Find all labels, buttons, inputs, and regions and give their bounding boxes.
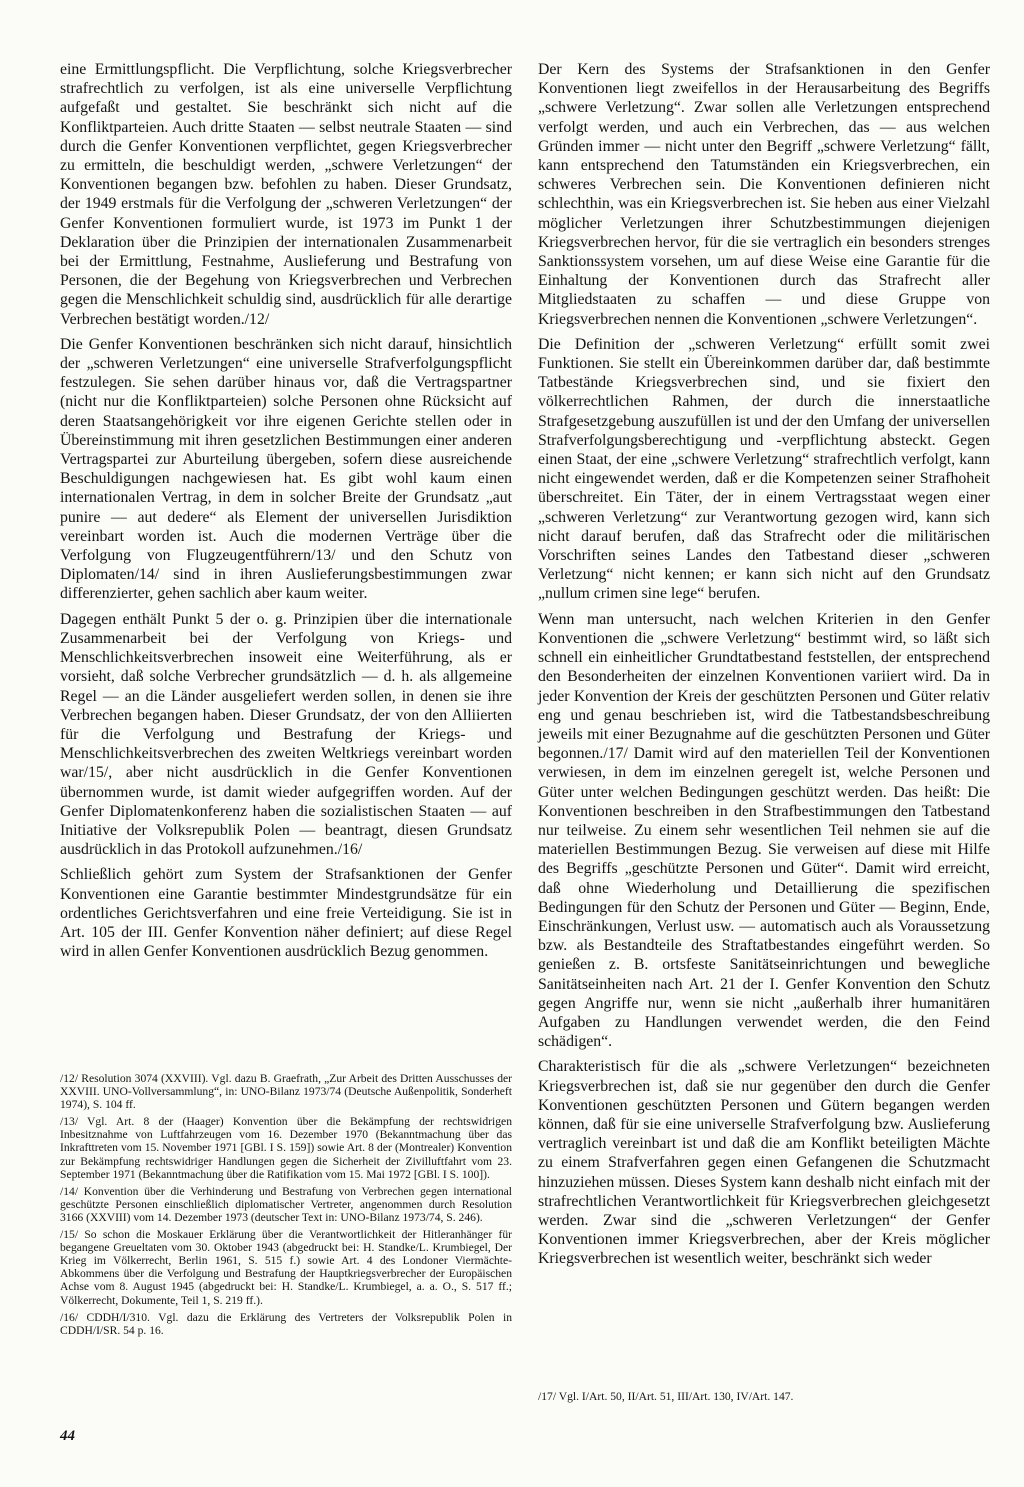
left-column: [60, 60, 512, 967]
right-column: [538, 60, 990, 1275]
paragraph: Schließlich gehört zum System der Strafsanktionen der Genfer Konventionen eine Garantie bestimmter Mindestgrundsätze für ein ordentliches Gerichtsverfahren und eine freie Verteidigung. Sie ist in Art. 105 der III. Genfer Konvention näher definiert; auf diese Regel wird in allen Genfer Konventionen ausdrücklich Bezug genommen.: [60, 866, 512, 961]
footnote: /16/ CDDH/I/310. Vgl. dazu die Erklärung des Vertreters der Volksrepublik Polen in CDDH/I/SR. 54 p. 16.: [60, 1310, 512, 1337]
paragraph: Charakteristisch für die als „schwere Verletzungen“ bezeichneten Kriegsverbrechen ist, daß sie nur gegenüber den durch die Genfer Konventionen geschützten Personen und Gütern begangen werden können, daß für sie eine universelle Strafverfolgung bzw. Auslieferung vertraglich vereinbart ist und daß die am Konflikt beteiligten Mächte zu einem Strafverfahren gegen einen Gefangenen die Schutzmacht hinzuziehen müssen. Dieses System kann deshalb nicht einfach mit der strafrechtlichen Verantwortlichkeit für Kriegsverbrechen gleichgesetzt werden. Zwar sind die „schweren Verletzungen“ der Genfer Konventionen immer Kriegsverbrechen, aber der Kreis möglicher Kriegsverbrechen ist wesentlich weiter, beschränkt sich weder: [538, 1058, 990, 1268]
footnotes: [60, 1072, 512, 1341]
page-number: 44: [60, 1428, 75, 1444]
footnote: /13/ Vgl. Art. 8 der (Haager) Konvention über die Bekämpfung der rechtswidrigen Inbesitznahme von Luftfahrzeugen vom 16. Dezember 1970 (Bekanntmachung über das Inkrafttreten vom 15. November 1971 [GBl. I S. 159]) sowie Art. 8 der (Montrealer) Konvention zur Bekämpfung rechtswidriger Handlungen gegen die Sicherheit der Zivilluftfahrt vom 23. September 1971 (Bekanntmachung über die Ratifikation vom 15. Mai 1972 [GBl. I S. 100]).: [60, 1115, 512, 1181]
footnote: /12/ Resolution 3074 (XXVIII). Vgl. dazu B. Graefrath, „Zur Arbeit des Dritten Ausschusses der XXVIII. UNO-Vollversammlung“, in: UNO-Bilanz 1973/74 (Deutsche Außenpolitik, Sonderheft 1974), S. 104 ff.: [60, 1072, 512, 1112]
paragraph: Die Definition der „schweren Verletzung“ erfüllt somit zwei Funktionen. Sie stellt ein Übereinkommen darüber dar, daß bestimmte Tatbestände Kriegsverbrechen sind, und sie fixiert den völkerrechtlichen Rahmen, der durch die innerstaatliche Strafgesetzgebung auszufüllen ist und der den Umfang der universellen Strafverfolgungsberechtigung und -verpflichtung absteckt. Gegen einen Staat, der eine „schwere Verletzung“ strafrechtlich verfolgt, kann nicht eingewendet werden, daß er die Kompetenzen seiner Strafhoheit überschreitet. Ein Täter, der in einem Vertragsstaat wegen einer „schweren Verletzung“ zur Verantwortung gezogen wird, kann sich nicht darauf berufen, daß das Strafrecht oder die militärischen Vorschriften seines Landes den Tatbestand dieser „schweren Verletzung“ nicht kennen; er kann sich nicht auf den Grundsatz „nullum crimen sine lege“ berufen.: [538, 335, 990, 603]
paragraph: Die Genfer Konventionen beschränken sich nicht darauf, hinsichtlich der „schweren Verletzungen“ eine universelle Strafverfolgungspflicht festzulegen. Sie sehen darüber hinaus vor, daß die Vertragspartner (nicht nur die Konfliktparteien) solche Personen ohne Rücksicht auf deren Staatsangehörigkeit vor ihre eigenen Gerichte stellen oder in Übereinstimmung mit ihren gesetzlichen Bestimmungen einer anderen Vertragspartei zur Aburteilung übergeben, sofern diese ausreichende Beschuldigungen nachgewiesen hat. Es gibt wohl kaum einen internationalen Vertrag, in dem in solcher Breite der Grundsatz „aut punire — aut dedere“ als Element der universellen Jurisdiktion vereinbart worden ist. Auch die modernen Verträge über die Verfolgung von Flugzeugentführern/13/ und den Schutz von Diplomaten/14/ sind in ihren Auslieferungsbestimmungen zwar differenzierter, gehen sachlich aber kaum weiter.: [60, 335, 512, 603]
paragraph: Dagegen enthält Punkt 5 der o. g. Prinzipien über die internationale Zusammenarbeit bei der Verfolgung von Kriegs- und Menschlichkeitsverbrechen insoweit eine Weiterführung, als er vorsieht, daß solche Verbrecher grundsätzlich — d. h. als allgemeine Regel — an die Länder ausgeliefert werden sollen, in denen sie ihre Verbrechen begangen haben. Dieser Grundsatz, der von den Alliierten für die Verfolgung und Bestrafung der Kriegs- und Menschlichkeitsverbrechen des zweiten Weltkriegs vereinbart worden war/15/, aber nicht ausdrücklich in die Genfer Konventionen übernommen wurde, ist damit wieder aufgegriffen worden. Auf der Genfer Diplomatenkonferenz haben die sozialistischen Staaten — auf Initiative der Volksrepublik Polen — beantragt, diesen Grundsatz ausdrücklich in das Protokoll aufzunehmen./16/: [60, 610, 512, 859]
footnote: /17/ Vgl. I/Art. 50, II/Art. 51, III/Art. 130, IV/Art. 147.: [538, 1390, 794, 1403]
paragraph: eine Ermittlungspflicht. Die Verpflichtung, solche Kriegsverbrecher strafrechtlich zu verfolgen, ist als eine universelle Verpflichtung aufgefaßt und gestaltet. Sie beschränkt sich nicht auf die Konfliktparteien. Auch dritte Staaten — selbst neutrale Staaten — sind durch die Genfer Konventionen verpflichtet, gegen Kriegsverbrecher zu ermitteln, die beschuldigt werden, „schwere Verletzungen“ der Konventionen begangen bzw. befohlen zu haben. Dieser Grundsatz, der 1949 erstmals für die Verfolgung der „schweren Verletzungen“ der Genfer Konventionen formuliert wurde, ist 1973 im Punkt 1 der Deklaration über die Prinzipien der internationalen Zusammenarbeit bei der Ermittlung, Festnahme, Auslieferung und Bestrafung von Personen, die der Begehung von Kriegsverbrechen und Verbrechen gegen die Menschlichkeit schuldig sind, ausdrücklich für alle derartige Verbrechen bestätigt worden./12/: [60, 61, 512, 328]
footnote: /14/ Konvention über die Verhinderung und Bestrafung von Verbrechen gegen international geschützte Personen einschließlich diplomatischer Vertreter, angenommen durch Resolution 3166 (XXVIII) vom 14. Dezember 1973 (deutscher Text in: UNO-Bilanz 1973/74, S. 246).: [60, 1184, 512, 1224]
paragraph: Wenn man untersucht, nach welchen Kriterien in den Genfer Konventionen die „schwere Verletzung“ bestimmt wird, so läßt sich schnell ein einheitlicher Grundtatbestand feststellen, der entsprechend den Besonderheiten der einzelnen Konventionen variiert wird. Da in jeder Konvention der Kreis der geschützten Personen und Güter relativ eng und genau beschrieben ist, wird die Tatbestandsbeschreibung jeweils mit einer Bezugnahme auf die geschützten Personen und Güter begonnen./17/ Damit wird auf den materiellen Teil der Konventionen verwiesen, in dem im einzelnen geregelt ist, welche Personen und Güter unter welchen Bedingungen geschützt werden. Das heißt: Die Konventionen beschreiben in den Strafbestimmungen den Tatbestand nur teilweise. Zu einem sehr wesentlichen Teil nehmen sie auf die materiellen Bestimmungen Bezug. Sie verweisen auf diese mit Hilfe des Begriffs „geschützte Personen und Güter“. Damit wird erreicht, daß ohne Wiederholung und Detaillierung die spezifischen Bedingungen für den Schutz der Personen und Güter — Beginn, Ende, Einschränkungen, Verlust usw. — automatisch auch als Voraussetzung bzw. als Bestandteile des Straftatbestandes eingeführt werden. So genießen z. B. ortsfeste Sanitätseinrichtungen und bewegliche Sanitätseinheiten nach Art. 21 der I. Genfer Konvention den Schutz gegen Angriffe nur, wenn sie nicht „außerhalb ihrer humanitären Aufgaben zu Handlungen verwendet werden, die den Feind schädigen“.: [538, 610, 990, 1051]
footnote: /15/ So schon die Moskauer Erklärung über die Verantwortlichkeit der Hitleranhänger für begangene Greueltaten vom 30. Oktober 1943 (abgedruckt bei: H. Standke/L. Krumbiegel, Der Krieg im Völkerrecht, Berlin 1961, S. 515 f.) sowie Art. 4 des Londoner Viermächte-Abkommens über die Verfolgung und Bestrafung der Hauptkriegsverbrecher der Europäischen Achse vom 8. August 1945 (abgedruckt bei: H. Standke/L. Krumbiegel, a. a. O., S. 517 ff.; Völkerrecht, Dokumente, Teil 1, S. 219 ff.).: [60, 1228, 512, 1307]
paragraph: Der Kern des Systems der Strafsanktionen in den Genfer Konventionen liegt zweifellos in der Herausarbeitung des Begriffs „schwere Verletzung“. Zwar sollen alle Verletzungen entsprechend verfolgt werden, und auch ein Verbrechen, das — aus welchen Gründen immer — nicht unter den Begriff „schwere Verletzung“ fällt, kann entsprechend den Tatumständen ein Kriegsverbrechen, ein schweres Verbrechen sein. Die Konventionen definieren nicht schlechthin, was ein Kriegsverbrechen ist. Sie heben aus einer Vielzahl möglicher Verletzungen ihrer Schutzbestimmungen diejenigen Kriegsverbrechen hervor, für die sie vertraglich ein besonders strenges Sanktionssystem vorsehen, um auf diese Weise eine Garantie für die Einhaltung der Konventionen durch das Strafrecht aller Mitgliedstaaten zu schaffen — und diese Gruppe von Kriegsverbrechen nennen die Konventionen „schwere Verletzungen“.: [538, 61, 990, 328]
